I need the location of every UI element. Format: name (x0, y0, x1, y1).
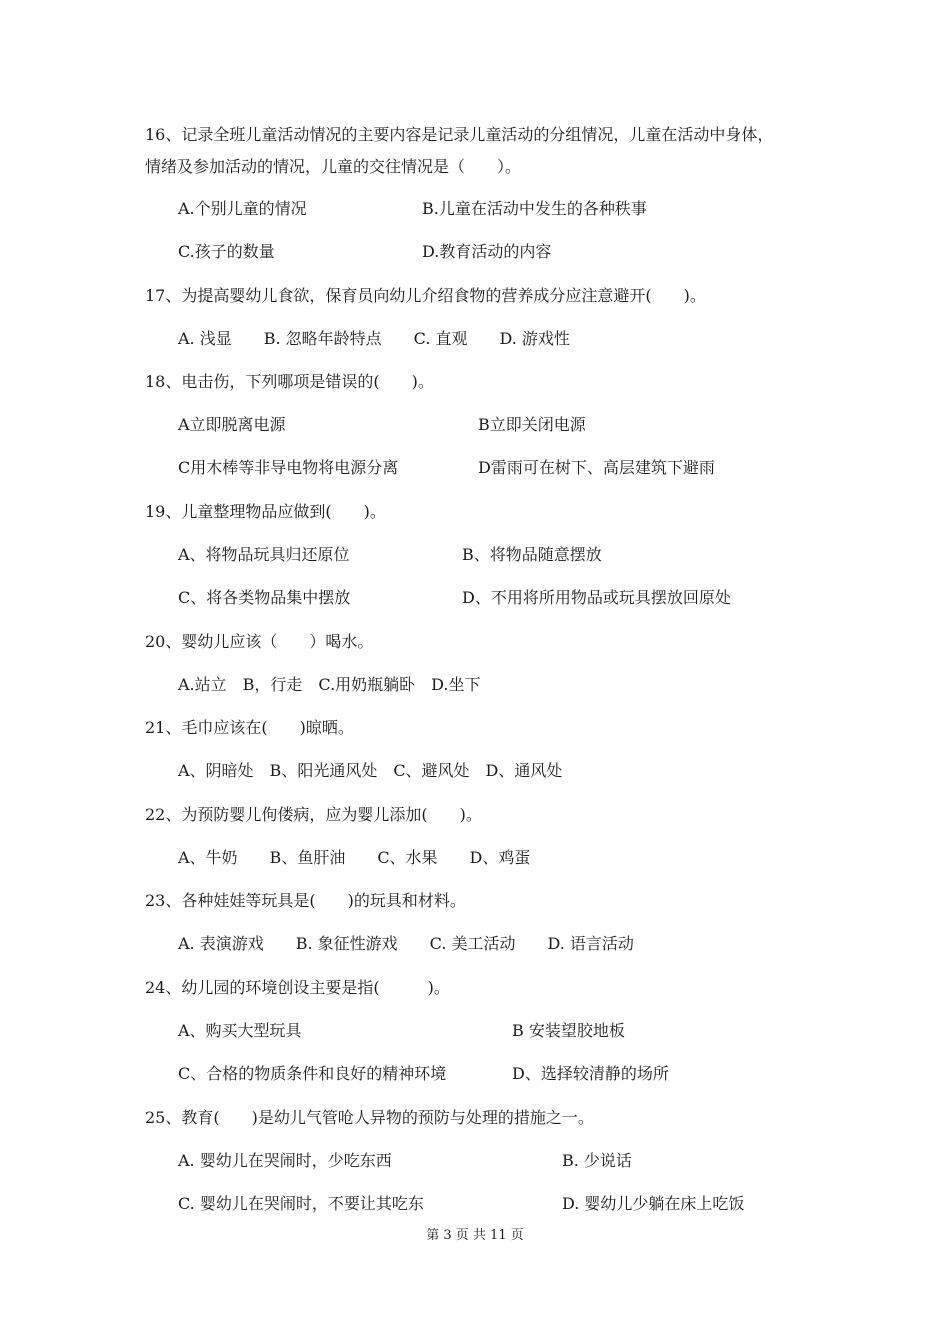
question-19-line-1: 19、儿童整理物品应做到( )。 (145, 502, 386, 521)
question-24-option-b: B 安装望胶地板 (512, 1021, 625, 1040)
question-25-option-a: A. 婴幼儿在哭闹时，少吃东西 (178, 1151, 392, 1170)
question-24-option-c: C、合格的物质条件和良好的精神环境 (178, 1064, 447, 1083)
question-24-line-1: 24、幼儿园的环境创设主要是指( )。 (145, 978, 450, 997)
question-21-options: A、阴暗处 B、阳光通风处 C、避风处 D、通风处 (178, 761, 563, 780)
question-25-line-1: 25、教育( )是幼儿气管呛人异物的预防与处理的措施之一。 (145, 1108, 594, 1127)
question-19-option-c: C、将各类物品集中摆放 (178, 588, 351, 607)
question-25-option-b: B. 少说话 (562, 1151, 632, 1170)
question-18-option-a: A立即脱离电源 (178, 415, 286, 434)
question-21-line-1: 21、毛巾应该在( )晾晒。 (145, 718, 354, 737)
question-16-line-1: 16、记录全班儿童活动情况的主要内容是记录儿童活动的分组情况，儿童在活动中身体， (145, 125, 774, 144)
question-19-option-d: D、不用将所用物品或玩具摆放回原处 (462, 588, 731, 607)
question-16-option-d: D.教育活动的内容 (422, 242, 552, 261)
question-18-line-1: 18、电击伤，下列哪项是错误的( )。 (145, 372, 434, 391)
question-17-options: A. 浅显 B. 忽略年龄特点 C. 直观 D. 游戏性 (178, 329, 570, 348)
question-24-option-d: D、选择较清静的场所 (512, 1064, 669, 1083)
question-19-option-b: B、将物品随意摆放 (462, 545, 602, 564)
question-17-line-1: 17、为提高婴幼儿食欲，保育员向幼儿介绍食物的营养成分应注意避开( )。 (145, 286, 706, 305)
question-24-option-a: A、购买大型玩具 (178, 1021, 302, 1040)
question-18-option-d: D雷雨可在树下、高层建筑下避雨 (478, 458, 715, 477)
question-19-option-a: A、将物品玩具归还原位 (178, 545, 350, 564)
question-20-options: A.站立 B，行走 C.用奶瓶躺卧 D.坐下 (178, 675, 481, 694)
question-18-option-b: B立即关闭电源 (478, 415, 586, 434)
question-23-line-1: 23、各种娃娃等玩具是( )的玩具和材料。 (145, 891, 466, 910)
page-number-footer: 第 3 页 共 11 页 (426, 1228, 524, 1243)
question-18-option-c: C用木棒等非导电物将电源分离 (178, 458, 399, 477)
question-16-line-2: 情绪及参加活动的情况，儿童的交往情况是（ ）。 (145, 157, 522, 176)
question-16-option-c: C.孩子的数量 (178, 242, 275, 261)
question-16-option-a: A.个别儿童的情况 (178, 199, 307, 218)
question-16-option-b: B.儿童在活动中发生的各种秩事 (422, 199, 647, 218)
question-25-option-c: C. 婴幼儿在哭闹时，不要让其吃东 (178, 1194, 424, 1213)
question-20-line-1: 20、婴幼儿应该（ ）喝水。 (145, 632, 374, 651)
question-22-line-1: 22、为预防婴儿佝偻病，应为婴儿添加( )。 (145, 805, 482, 824)
question-23-options: A. 表演游戏 B. 象征性游戏 C. 美工活动 D. 语言活动 (178, 934, 634, 953)
question-25-option-d: D. 婴幼儿少躺在床上吃饭 (562, 1194, 745, 1213)
question-22-options: A、牛奶 B、鱼肝油 C、水果 D、鸡蛋 (178, 848, 531, 867)
